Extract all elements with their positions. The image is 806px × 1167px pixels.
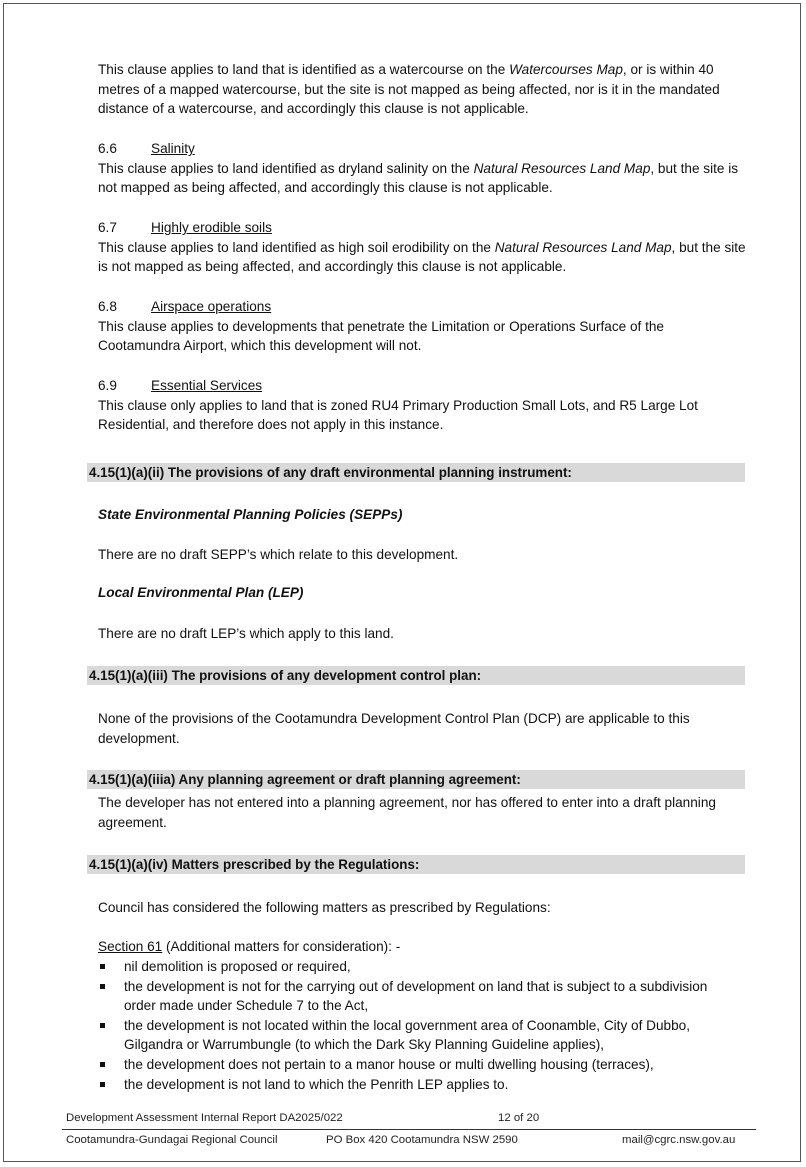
- section-6-7: 6.7 Highly erodible soils This clause applies to land identified as high soil erodibility on the Natural Resources Land Map, but the site is not mapped as being affected, and accordingly this clause is not applicable.: [98, 220, 746, 275]
- section-61-link: Section 61: [98, 939, 163, 954]
- sepp-text: There are no draft SEPP’s which relate to this development.: [98, 547, 459, 562]
- footer-email: mail@cgrc.nsw.gov.au: [622, 1134, 736, 1146]
- square-bullet-icon: [100, 964, 105, 969]
- square-bullet-icon: [100, 1082, 105, 1087]
- section-61-line: Section 61 (Additional matters for consideration): -: [98, 939, 401, 954]
- footer-page-number: 12 of 20: [498, 1112, 540, 1124]
- watercourse-paragraph: This clause applies to land that is identified as a watercourse on the Watercourses Map, or is within 40 metres of a mapped watercourse, but the site is not mapped as being affected, nor is it in the mandated distance of a watercourse, and accordingly this clause is not applicable.: [98, 62, 720, 117]
- list-item: the development is not for the carrying out of development on land that is subject to a subdivision order made under Schedule 7 to the Act,: [98, 977, 738, 1016]
- heading-regulations: 4.15(1)(a)(iv) Matters prescribed by the Regulations:: [87, 855, 745, 874]
- footer-divider: [62, 1129, 756, 1130]
- dcp-text: None of the provisions of the Cootamundra Development Control Plan (DCP) are applicable to this development.: [98, 711, 690, 746]
- heading-planning-agreement: 4.15(1)(a)(iiia) Any planning agreement or draft planning agreement:: [87, 770, 745, 789]
- heading-dcp: 4.15(1)(a)(iii) The provisions of any development control plan:: [87, 666, 745, 685]
- list-item: the development does not pertain to a manor house or multi dwelling housing (terraces),: [98, 1055, 738, 1075]
- heading-draft-epi: 4.15(1)(a)(ii) The provisions of any draft environmental planning instrument:: [87, 463, 745, 482]
- footer-address: PO Box 420 Cootamundra NSW 2590: [326, 1134, 518, 1146]
- section-6-8: 6.8 Airspace operations This clause applies to developments that penetrate the Limitation or Operations Surface of the Cootamundra Airport, which this development will not.: [98, 299, 664, 354]
- section-6-6: 6.6 Salinity This clause applies to land identified as dryland salinity on the Natural Resources Land Map, but the site is not mapped as being affected, and accordingly this clause is not applicable.: [98, 141, 739, 196]
- regulation-bullet-list: [98, 957, 738, 1094]
- footer-council-name: Cootamundra-Gundagai Regional Council: [66, 1134, 278, 1146]
- section-title: Airspace operations: [151, 299, 272, 314]
- square-bullet-icon: [100, 1062, 105, 1067]
- square-bullet-icon: [100, 984, 105, 989]
- regs-text: Council has considered the following matters as prescribed by Regulations:: [98, 900, 551, 915]
- section-6-9: 6.9 Essential Services This clause only applies to land that is zoned RU4 Primary Production Small Lots, and R5 Large Lot Residential, and therefore does not apply in this instance.: [98, 378, 698, 433]
- square-bullet-icon: [100, 1023, 105, 1028]
- section-title: Essential Services: [151, 378, 263, 393]
- lep-heading: Local Environmental Plan (LEP): [98, 585, 304, 600]
- list-item: nil demolition is proposed or required,: [98, 957, 738, 977]
- section-title: Salinity: [151, 141, 195, 156]
- lep-text: There are no draft LEP’s which apply to this land.: [98, 626, 394, 641]
- section-title: Highly erodible soils: [151, 220, 272, 235]
- footer-report-title: Development Assessment Internal Report DA2025/022: [66, 1112, 343, 1124]
- list-item: the development is not land to which the Penrith LEP applies to.: [98, 1075, 738, 1095]
- agreement-text: The developer has not entered into a planning agreement, nor has offered to enter into a draft planning agreement.: [98, 795, 716, 830]
- sepp-heading: State Environmental Planning Policies (SEPPs): [98, 507, 403, 522]
- list-item: the development is not located within the local government area of Coonamble, City of Dubbo, Gilgandra or Warrumbungle (to which the Dark Sky Planning Guideline applies),: [98, 1016, 738, 1055]
